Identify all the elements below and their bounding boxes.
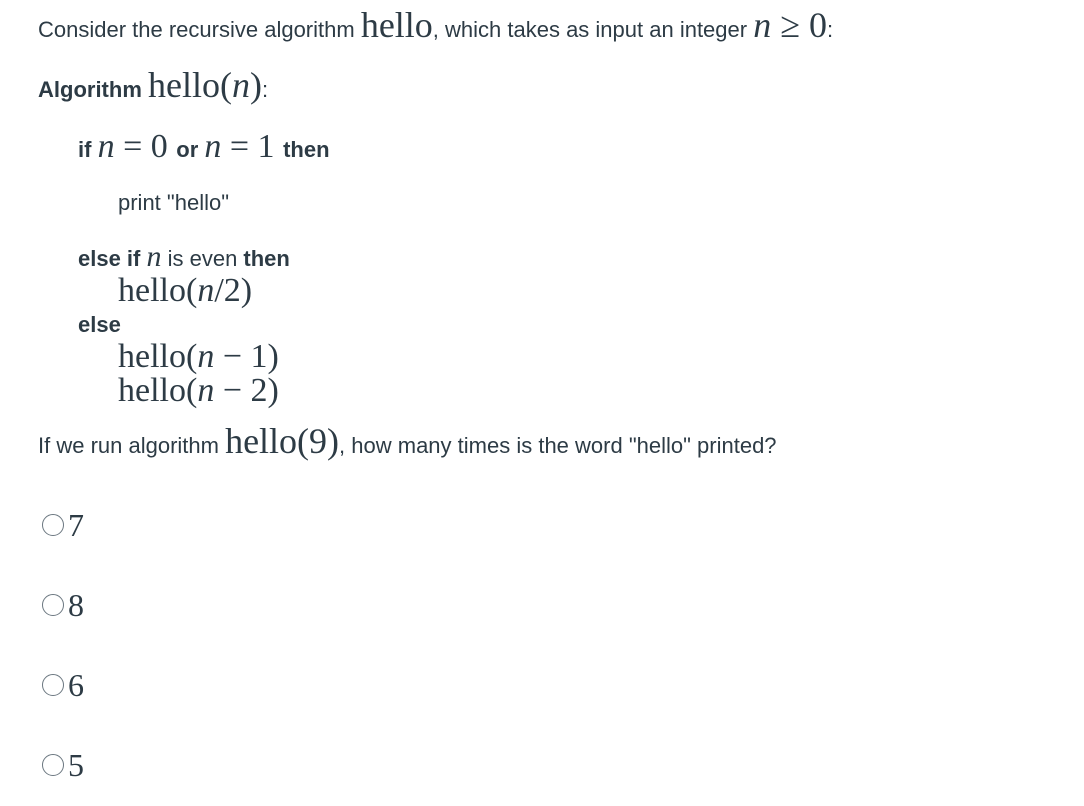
algo-sig-name: hello(	[148, 65, 232, 105]
intro-suffix: :	[826, 17, 834, 42]
if-keyword: if	[78, 137, 98, 162]
prompt-suffix: , how many times is the word "hello" printed?	[339, 433, 777, 458]
if-or: or	[176, 137, 205, 162]
print-statement: print "hello"	[118, 190, 230, 215]
algo-sig-close: )	[249, 65, 262, 105]
call-half-arg: n	[197, 272, 215, 309]
answer-option-3[interactable]	[42, 668, 84, 702]
elseif-var: n	[146, 240, 162, 273]
if-var2: n	[204, 128, 222, 165]
algorithm-header	[38, 65, 269, 105]
if-eq1: = 0	[114, 128, 177, 165]
else-keyword: else	[78, 312, 121, 337]
radio-button[interactable]	[42, 754, 64, 776]
algo-colon: :	[261, 77, 269, 102]
prompt-call: hello(9)	[225, 421, 340, 461]
radio-button[interactable]	[42, 674, 64, 696]
prompt-prefix: If we run algorithm	[38, 433, 226, 458]
elseif-keyword: else if	[78, 246, 147, 271]
option-label: 8	[68, 587, 84, 623]
intro-prefix: Consider the recursive algorithm	[38, 17, 361, 42]
algo-label: Algorithm	[38, 77, 148, 102]
call-half	[118, 274, 252, 308]
intro-func: hello	[360, 5, 433, 45]
question-prompt	[38, 421, 777, 461]
if-then: then	[283, 137, 330, 162]
answer-option-2[interactable]	[42, 588, 84, 622]
if-var1: n	[97, 128, 115, 165]
algo-sig-var: n	[231, 65, 250, 105]
intro-middle: , which takes as input an integer	[432, 17, 754, 42]
call-minus1	[118, 340, 279, 374]
call-minus1-rest: − 1)	[214, 338, 279, 375]
answer-option-1[interactable]	[42, 508, 84, 542]
option-label: 6	[68, 667, 84, 703]
radio-button[interactable]	[42, 514, 64, 536]
if-line	[78, 128, 330, 165]
answer-option-4[interactable]	[42, 748, 84, 782]
call-minus2	[118, 374, 279, 408]
call-minus2-rest: − 2)	[214, 372, 279, 409]
call-minus2-name: hello(	[118, 372, 198, 409]
intro-var: n	[753, 5, 772, 45]
call-half-rest: /2)	[214, 272, 253, 309]
elseif-text: is even	[161, 246, 244, 271]
option-label: 7	[68, 507, 84, 543]
elseif-line	[78, 242, 290, 274]
option-label: 5	[68, 747, 84, 783]
call-half-name: hello(	[118, 272, 198, 309]
elseif-then: then	[243, 246, 290, 271]
call-minus2-var: n	[197, 372, 215, 409]
radio-button[interactable]	[42, 594, 64, 616]
call-minus1-name: hello(	[118, 338, 198, 375]
if-eq2: = 1	[221, 128, 284, 165]
call-minus1-var: n	[197, 338, 215, 375]
intro-rel: ≥ 0	[771, 5, 827, 45]
question-intro	[38, 5, 834, 45]
